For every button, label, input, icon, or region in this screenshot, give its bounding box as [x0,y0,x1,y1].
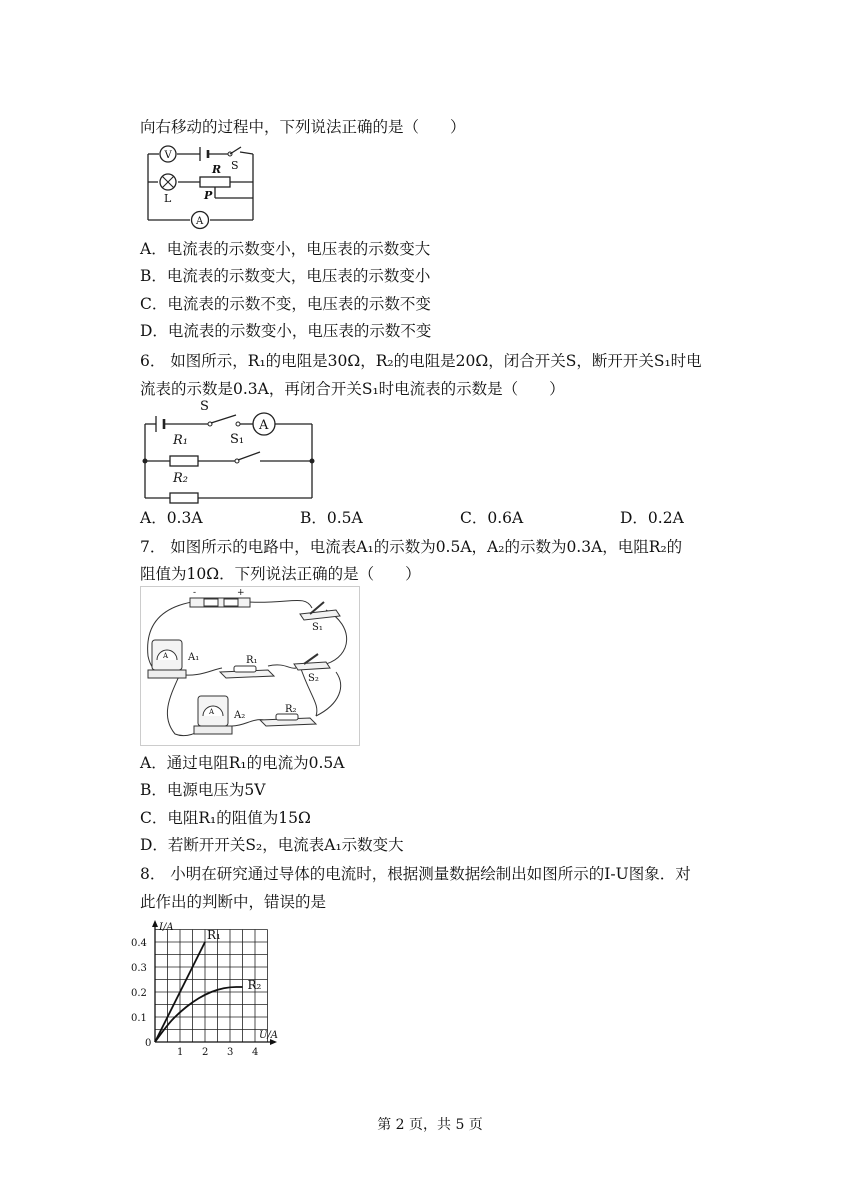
q5-stem-tail: 向右移动的过程中，下列说法正确的是（ ） [140,118,466,136]
y-tick-label: 0.2 [131,988,147,999]
q6-label-s1: S₁ [230,432,245,447]
series-label-2: R₂ [247,978,262,992]
svg-text:A: A [209,708,215,716]
x-tick-label: 1 [177,1047,184,1058]
q5-option-b: B．电流表的示数变大，电压表的示数变小 [140,267,431,285]
y-axis-label: I/A [159,922,174,933]
q7-option-d: D．若断开开关S₂，电流表A₁示数变大 [140,836,404,854]
q6-option-c: C．0.6A [460,509,524,527]
q8-stem-line2: 此作出的判断中，错误的是 [140,893,327,911]
svg-text:-: - [193,588,197,598]
q6-stem-line2: 流表的示数是0.3A，再闭合开关S₁时电流表的示数是（ ） [140,380,565,398]
y-tick-label: 0.1 [131,1013,147,1024]
origin-label: 0 [145,1038,152,1049]
q6-option-a: A．0.3A [140,509,203,527]
q8-stem-line1: 8． 小明在研究通过导体的电流时，根据测量数据绘制出如图所示的I-U图象．对 [140,865,691,883]
q6-label-s: S [200,399,209,414]
q5-label-a: A [196,216,204,227]
q5-label-l: L [164,192,172,205]
q5-option-a: A．电流表的示数变小，电压表的示数变大 [140,240,431,258]
q7-stem-line1: 7． 如图所示的电路中，电流表A₁的示数为0.5A，A₂的示数为0.3A，电阻R₂的 [140,538,683,556]
x-tick-label: 3 [227,1047,234,1058]
svg-text:S₂: S₂ [308,673,319,684]
q5-label-r: R [212,163,222,176]
q7-option-b: B．电源电压为5V [140,781,266,799]
q5-switch-blade [230,147,241,154]
y-tick-label: 0.4 [131,938,147,949]
q6-label-r1: R₁ [173,433,188,448]
y-axis-arrow [152,920,158,927]
q7-stem-line2: 阻值为10Ω．下列说法正确的是（ ） [140,565,421,583]
svg-text:S₁: S₁ [312,622,323,633]
x-tick-label: 2 [202,1047,209,1058]
y-tick-label: 0.3 [131,963,147,974]
svg-text:+: + [237,588,245,598]
q7-option-c: C．电阻R₁的阻值为15Ω [140,809,311,827]
svg-text:R₁: R₁ [246,655,258,666]
q7-circuit-photo [140,586,360,746]
page-footer: 第 2 页，共 5 页 [377,1117,483,1133]
x-tick-label: 4 [252,1047,259,1058]
q5-option-d: D．电流表的示数变小，电压表的示数不变 [140,322,432,340]
series-label-1: R₁ [207,928,221,942]
q6-stem-line1: 6． 如图所示，R₁的电阻是30Ω，R₂的电阻是20Ω，闭合开关S，断开开关S₁时电 [140,352,702,370]
svg-text:A₁: A₁ [188,652,200,663]
q6-label-r2: R₂ [173,471,188,486]
q6-option-d: D．0.2A [620,509,684,527]
svg-text:R₂: R₂ [285,704,297,715]
q5-option-c: C．电流表的示数不变，电压表的示数不变 [140,295,431,313]
x-axis-label: U/A [259,1030,279,1041]
q5-label-s: S [231,159,239,172]
q6-options-row [140,508,780,528]
q6-option-b: B．0.5A [300,509,363,527]
svg-text:A: A [163,652,169,660]
q7-option-a: A．通过电阻R₁的电流为0.5A [140,754,345,772]
q6-circuit-figure [140,400,320,502]
q6-label-a: A [259,418,269,433]
svg-text:A₂: A₂ [234,710,246,721]
iu-chart [130,915,280,1058]
q5-circuit-figure [140,142,265,228]
q5-label-p: P [204,189,213,202]
q5-label-v: V [164,150,172,161]
